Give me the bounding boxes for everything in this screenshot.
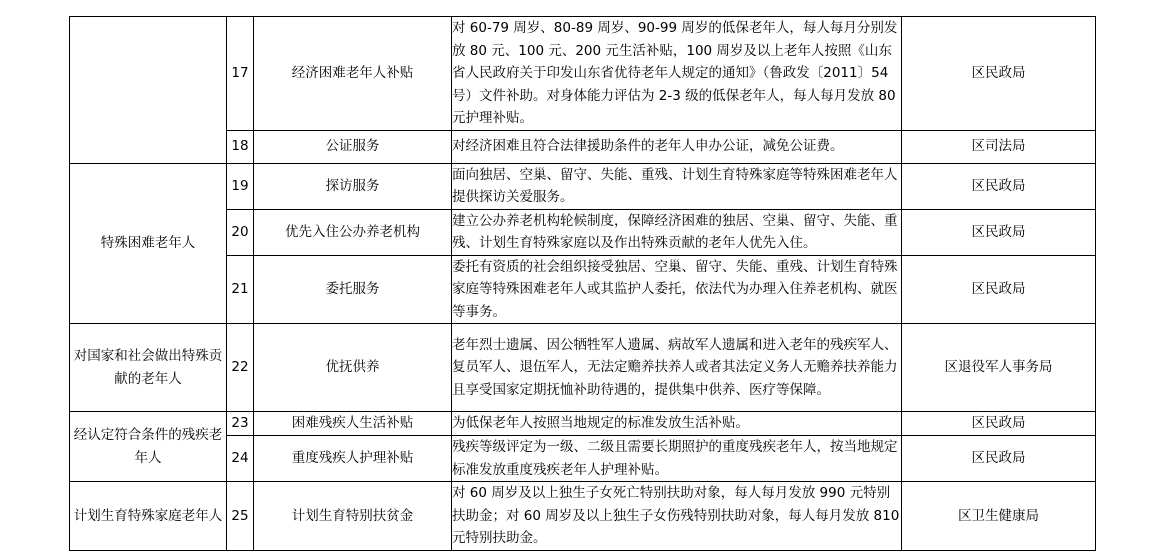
responsible-department: 区退役军人事务局: [902, 324, 1096, 412]
row-number: 17: [227, 17, 254, 131]
service-description: 残疾等级评定为一级、二级且需要长期照护的重度残疾老年人，按当地规定标准发放重度残疾老年人护理补贴。: [452, 436, 902, 482]
responsible-department: 区民政局: [902, 255, 1096, 324]
row-number: 20: [227, 209, 254, 255]
table-row: [70, 163, 1096, 209]
table-row: [70, 17, 1096, 131]
responsible-department: 区民政局: [902, 436, 1096, 482]
service-item: 委托服务: [254, 255, 452, 324]
service-description: 对 60 周岁及以上独生子女死亡特别扶助对象，每人每月发放 990 元特别扶助金；对 60 周岁及以上独生子女伤残特别扶助对象，每人每月发放 810 元特别扶助金。: [452, 482, 902, 551]
responsible-department: 区民政局: [902, 209, 1096, 255]
group-cell: 特殊困难老年人: [70, 163, 227, 324]
group-cell: 经认定符合条件的残疾老年人: [70, 412, 227, 482]
service-item: 公证服务: [254, 130, 452, 163]
responsible-department: 区民政局: [902, 17, 1096, 131]
service-item: 优抚供养: [254, 324, 452, 412]
row-number: 22: [227, 324, 254, 412]
service-description: 老年烈士遗属、因公牺牲军人遗属、病故军人遗属和进入老年的残疾军人、复员军人、退伍军人，无法定赡养扶养人或者其法定义务人无赡养扶养能力且享受国家定期抚恤补助待遇的，提供集中供养、医疗等保障。: [452, 324, 902, 412]
service-item: 计划生育特别扶贫金: [254, 482, 452, 551]
row-number: 25: [227, 482, 254, 551]
responsible-department: 区民政局: [902, 412, 1096, 436]
responsible-department: 区民政局: [902, 163, 1096, 209]
service-description: 建立公办养老机构轮候制度，保障经济困难的独居、空巢、留守、失能、重残、计划生育特殊家庭以及作出特殊贡献的老年人优先入住。: [452, 209, 902, 255]
service-item: 探访服务: [254, 163, 452, 209]
service-item: 优先入住公办养老机构: [254, 209, 452, 255]
table-row: [70, 412, 1096, 436]
service-description: 面向独居、空巢、留守、失能、重残、计划生育特殊家庭等特殊困难老年人提供探访关爱服务。: [452, 163, 902, 209]
service-description: 对经济困难且符合法律援助条件的老年人申办公证，减免公证费。: [452, 130, 902, 163]
service-description: 对 60-79 周岁、80-89 周岁、90-99 周岁的低保老年人，每人每月分别发放 80 元、100 元、200 元生活补贴，100 周岁及以上老年人按照《山东省人民政府关于印发山东省优待老年人规定的通知》（鲁政发〔2011〕54 号）文件补助。对身体能力评估为 2-3 级的低保老年人，每人每月发放 80 元护理补贴。: [452, 17, 902, 131]
responsible-department: 区卫生健康局: [902, 482, 1096, 551]
table-row: [70, 482, 1096, 551]
row-number: 18: [227, 130, 254, 163]
row-number: 24: [227, 436, 254, 482]
service-description: 委托有资质的社会组织接受独居、空巢、留守、失能、重残、计划生育特殊家庭等特殊困难老年人或其监护人委托，依法代为办理入住养老机构、就医等事务。: [452, 255, 902, 324]
service-table: [69, 16, 1096, 551]
row-number: 23: [227, 412, 254, 436]
row-number: 21: [227, 255, 254, 324]
responsible-department: 区司法局: [902, 130, 1096, 163]
group-cell: 计划生育特殊家庭老年人: [70, 482, 227, 551]
service-item: 重度残疾人护理补贴: [254, 436, 452, 482]
group-cell: [70, 17, 227, 164]
table-row: [70, 324, 1096, 412]
group-cell: 对国家和社会做出特殊贡献的老年人: [70, 324, 227, 412]
service-description: 为低保老年人按照当地规定的标准发放生活补贴。: [452, 412, 902, 436]
row-number: 19: [227, 163, 254, 209]
service-item: 困难残疾人生活补贴: [254, 412, 452, 436]
service-item: 经济困难老年人补贴: [254, 17, 452, 131]
